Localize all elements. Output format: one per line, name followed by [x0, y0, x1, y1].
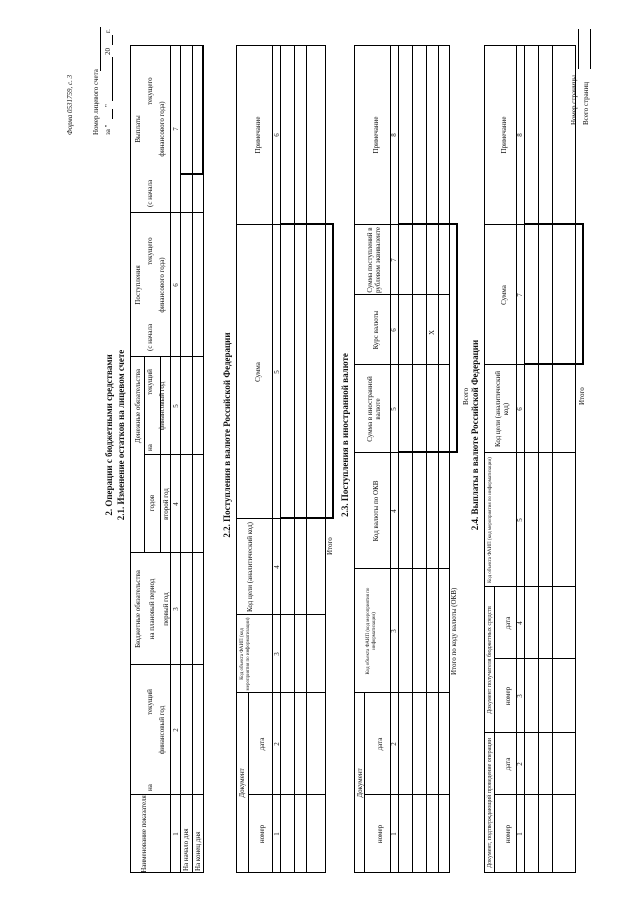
total-pages-line[interactable] — [590, 29, 591, 69]
col-num-5: 5 — [273, 370, 281, 374]
section-2-1-title: 2.1. Изменение остатков на лицевом счете — [116, 349, 126, 521]
col-num-3: 3 — [390, 629, 398, 633]
col-num-5: 5 — [172, 404, 180, 408]
col-num-4: 4 — [390, 509, 398, 513]
doc-date: дата — [504, 757, 512, 771]
section-2-title: 2. Операции с бюджетными средствами — [104, 354, 114, 516]
section-2-2-title: 2.2. Поступления в валюте Российской Федерации — [222, 332, 232, 538]
total-label: Итого — [326, 537, 334, 555]
col-num-4: 4 — [172, 502, 180, 506]
col-num-7: 7 — [516, 293, 524, 297]
day-line[interactable] — [112, 109, 113, 119]
faip-code: Код объекта ФАИП (код мероприятия по информатизации) — [366, 587, 377, 675]
col-num-2: 2 — [390, 742, 398, 746]
date-prefix: за " — [104, 124, 112, 135]
doc-header: Документ, подтверждающий проведение операции — [487, 738, 493, 868]
x-mark: X — [428, 329, 436, 335]
col-num-7: 7 — [172, 127, 180, 131]
date-quote: " — [104, 104, 112, 107]
col-num-2: 2 — [273, 742, 281, 746]
col-num-6: 6 — [273, 133, 281, 137]
grand-total: Всего — [462, 387, 470, 405]
okv-code: Код валюты по ОКВ — [372, 480, 380, 542]
rate: Курс валюты — [372, 310, 380, 350]
sum-rub: Сумма поступлений в рублевом эквиваленте — [366, 227, 382, 293]
col-first-year: первый год — [162, 592, 170, 626]
col-num-1: 1 — [516, 832, 524, 836]
col-years: годов — [148, 494, 156, 512]
doc-number: номер — [376, 824, 384, 844]
col-receipts-fin: финансового года) — [158, 257, 166, 313]
section-2-3-title: 2.3. Поступления в иностранной валюте — [340, 353, 350, 517]
total-label: Итого — [578, 387, 586, 405]
col-num-1: 1 — [172, 832, 180, 836]
faip-code: Код объекта ФАИП (код мероприятия по информатизации) — [240, 617, 251, 691]
section-2-4-title: 2.4. Выплаты в валюте Российской Федерации — [470, 339, 480, 531]
col-num-1: 1 — [273, 832, 281, 836]
col-current: текущий — [146, 689, 154, 715]
col-monetary: Денежные обязательства — [134, 368, 142, 444]
col-num-7: 7 — [390, 258, 398, 262]
row-start-of-day: На начало дня — [182, 828, 190, 871]
year-prefix: 20 — [104, 48, 112, 55]
col-monetary-na: на — [146, 444, 154, 451]
form-code: Форма 0531759, с. 3 — [66, 74, 74, 135]
col-receipts: Поступления — [134, 265, 142, 305]
col-payments-from: (с начала — [146, 179, 154, 207]
col-name-header: Наименование показателя — [140, 795, 148, 873]
table-2-4 — [484, 45, 576, 873]
doc-header: Документ — [356, 768, 364, 798]
col-monetary-fin: финансовый год — [158, 381, 166, 431]
total-pages-label: Всего страниц — [582, 81, 590, 125]
doc-header: Документ — [238, 768, 246, 798]
col-num-8: 8 — [516, 133, 524, 137]
col-plan-period: на плановый период — [148, 578, 156, 640]
note-header: Примечание — [372, 116, 380, 154]
doc-date: дата — [258, 737, 266, 751]
sum-foreign: Сумма в иностранной валюте — [366, 376, 382, 442]
col-payments-fin: финансового года) — [158, 101, 166, 157]
table-2-2 — [236, 45, 326, 873]
col-num-5: 5 — [516, 518, 524, 522]
total-by-code: Итого по коду валюты (ОКВ) — [450, 587, 458, 675]
page-number-line[interactable] — [578, 29, 579, 69]
account-label: Номер лицевого счета — [92, 69, 100, 135]
recipient-doc: Документ получателя бюджетных средств — [487, 606, 493, 714]
col-num-3: 3 — [172, 607, 180, 611]
col-num-3: 3 — [273, 652, 281, 656]
purpose-code: Код цели (аналитический код) — [494, 371, 510, 447]
col-num-8: 8 — [390, 133, 398, 137]
col-num-2: 2 — [516, 762, 524, 766]
month-line[interactable] — [112, 57, 113, 101]
col-second-year: второй год — [162, 488, 170, 520]
col-num-4: 4 — [516, 621, 524, 625]
col-num-6: 6 — [516, 407, 524, 411]
note-header: Примечание — [500, 116, 508, 154]
col-num-5: 5 — [390, 407, 398, 411]
account-line[interactable] — [100, 27, 101, 71]
page-number-label: Номер страницы — [570, 74, 578, 125]
table-2-3 — [354, 45, 450, 873]
doc-number: номер — [504, 824, 512, 844]
col-budget-obligations: Бюджетные обязательства — [134, 570, 142, 648]
col-num-2: 2 — [172, 728, 180, 732]
purpose-code: Код цели (аналитический код) — [246, 522, 254, 612]
sum-header: Сумма — [500, 285, 508, 305]
col-monetary-current: текущий — [146, 369, 154, 395]
sum-header: Сумма — [254, 362, 262, 382]
row-end-of-day: На конец дня — [194, 831, 202, 871]
doc-date: дата — [376, 737, 384, 751]
doc-number: номер — [258, 824, 266, 844]
col-na: на — [146, 784, 154, 791]
col-num-3: 3 — [516, 694, 524, 698]
year-line[interactable] — [112, 35, 113, 45]
year-suffix: г. — [104, 29, 112, 33]
col-num-6: 6 — [172, 283, 180, 287]
recipient-number: номер — [504, 686, 512, 706]
faip-code: Код объекта ФАИП (код мероприятия по информатизации) — [488, 457, 493, 583]
col-fin-year: финансовый год — [158, 705, 166, 755]
col-num-6: 6 — [390, 328, 398, 332]
col-num-4: 4 — [273, 565, 281, 569]
col-receipts-from: (с начала — [146, 323, 154, 351]
col-payments: Выплаты — [134, 115, 142, 143]
recipient-date: дата — [504, 616, 512, 630]
col-num-1: 1 — [390, 832, 398, 836]
col-receipts-current: текущего — [146, 237, 154, 265]
col-payments-current: текущего — [146, 77, 154, 105]
note-header: Примечание — [254, 116, 262, 154]
